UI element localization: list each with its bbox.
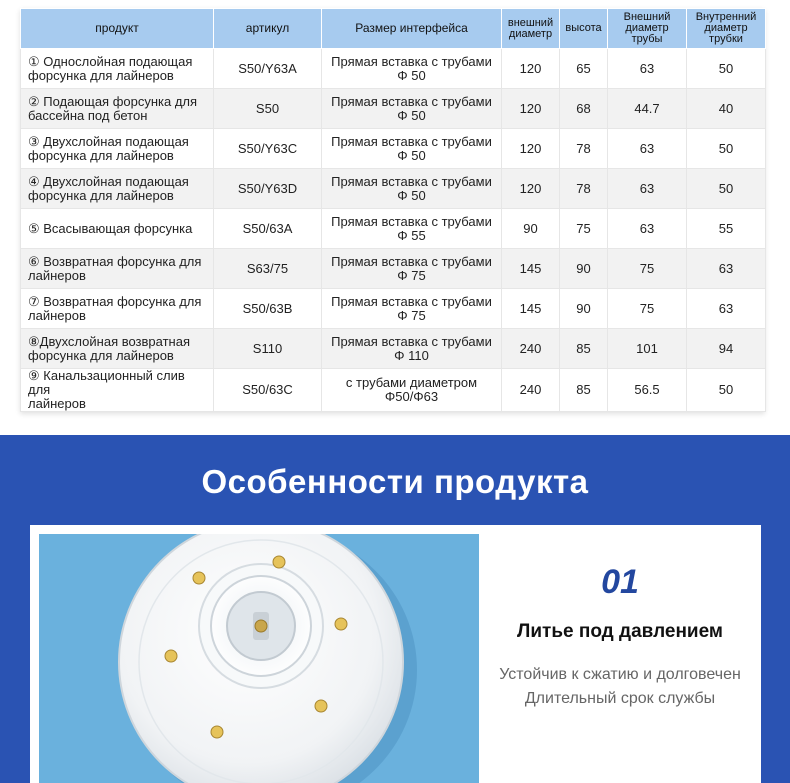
- feature-number: 01: [601, 563, 639, 601]
- interface-line: Прямая вставка с трубами: [331, 93, 492, 109]
- table-row: [21, 49, 766, 89]
- header-line: Внешний: [623, 11, 671, 23]
- header-pipe-outer: [608, 9, 687, 49]
- header-outer-diameter: [502, 9, 560, 49]
- pipe-inner-cell: 40: [687, 89, 766, 129]
- height-cell: 68: [560, 89, 608, 129]
- outer-diameter-cell: 240: [502, 329, 560, 369]
- outer-diameter-cell: 145: [502, 289, 560, 329]
- header-pipe-inner: [687, 9, 766, 49]
- product-name-cell: [21, 289, 214, 329]
- sku-cell: S110: [214, 329, 322, 369]
- pipe-inner-cell: 50: [687, 49, 766, 89]
- sku-cell: S50: [214, 89, 322, 129]
- product-name-line: лайнеров: [28, 267, 86, 283]
- product-name-cell: [21, 249, 214, 289]
- pipe-outer-cell: 56.5: [608, 369, 687, 412]
- product-name-line: ⑨ Канальзационный слив для: [28, 368, 185, 397]
- interface-line: Прямая вставка с трубами: [331, 293, 492, 309]
- table-row: [21, 129, 766, 169]
- interface-line: Прямая вставка с трубами: [331, 173, 492, 189]
- interface-line: Φ 50: [397, 147, 426, 163]
- header-line: диаметр: [704, 22, 748, 34]
- product-name-cell: [21, 129, 214, 169]
- product-name-line: форсунка для лайнеров: [28, 147, 174, 163]
- table-row: [21, 369, 766, 412]
- spec-table: [20, 8, 766, 412]
- header-line: трубки: [709, 33, 743, 45]
- pipe-outer-cell: 63: [608, 169, 687, 209]
- pipe-outer-cell: 75: [608, 249, 687, 289]
- table-row: [21, 209, 766, 249]
- interface-line: Прямая вставка с трубами: [331, 133, 492, 149]
- header-interface: Размер интерфейса: [322, 9, 502, 49]
- features-section: [0, 435, 790, 783]
- product-name-line: ② Подающая форсунка для: [28, 93, 198, 109]
- sku-cell: S50/Y63A: [214, 49, 322, 89]
- interface-line: Φ 50: [397, 187, 426, 203]
- outer-diameter-cell: 120: [502, 129, 560, 169]
- table-row: [21, 329, 766, 369]
- product-name-cell: [21, 169, 214, 209]
- sku-cell: S50/63A: [214, 209, 322, 249]
- interface-line: Φ 75: [397, 307, 426, 323]
- header-height: высота: [560, 9, 608, 49]
- interface-line: Φ 75: [397, 267, 426, 283]
- sku-cell: S50/63C: [214, 369, 322, 412]
- nozzle-image: [39, 534, 479, 783]
- header-line: Внутренний: [695, 11, 757, 23]
- interface-line: Φ50/Φ63: [384, 389, 439, 404]
- header-line: диаметр: [625, 22, 669, 34]
- pipe-inner-cell: 94: [687, 329, 766, 369]
- outer-diameter-cell: 120: [502, 89, 560, 129]
- interface-line: Φ 50: [397, 67, 426, 83]
- outer-diameter-cell: 145: [502, 249, 560, 289]
- product-name-cell: [21, 89, 214, 129]
- product-name-line: ④ Двухслойная подающая: [28, 173, 189, 189]
- pipe-outer-cell: 101: [608, 329, 687, 369]
- height-cell: 78: [560, 169, 608, 209]
- product-name-line: лайнеров: [28, 396, 86, 411]
- pipe-inner-cell: 63: [687, 249, 766, 289]
- interface-line: Прямая вставка с трубами: [331, 253, 492, 269]
- product-name-cell: [21, 209, 214, 249]
- interface-cell: [322, 49, 502, 89]
- product-name-line: ⑦ Возвратная форсунка для: [28, 293, 202, 309]
- product-name-line: форсунка для лайнеров: [28, 187, 174, 203]
- feature-description-line: Длительный срок службы: [524, 690, 716, 707]
- height-cell: 85: [560, 369, 608, 412]
- height-cell: 90: [560, 289, 608, 329]
- header-line: внешний: [507, 16, 554, 29]
- outer-diameter-cell: 90: [502, 209, 560, 249]
- interface-line: Φ 50: [397, 107, 426, 123]
- table-header-row: [21, 9, 766, 49]
- product-name-line: лайнеров: [28, 307, 86, 323]
- header-line: трубы: [631, 33, 663, 45]
- feature-heading: Литье под давлением: [517, 621, 723, 642]
- interface-cell: [322, 209, 502, 249]
- product-name-line: форсунка для лайнеров: [28, 347, 174, 363]
- table-row: [21, 289, 766, 329]
- product-name-line: ⑥ Возвратная форсунка для: [28, 253, 202, 269]
- pipe-inner-cell: 55: [687, 209, 766, 249]
- pipe-outer-cell: 75: [608, 289, 687, 329]
- features-title: Особенности продукта: [201, 463, 589, 500]
- outer-diameter-cell: 120: [502, 169, 560, 209]
- interface-line: Φ 55: [397, 227, 426, 243]
- pipe-outer-cell: 63: [608, 129, 687, 169]
- interface-cell: [322, 329, 502, 369]
- pipe-inner-cell: 50: [687, 369, 766, 412]
- table-row: [21, 169, 766, 209]
- product-name-line: ⑤ Всасывающая форсунка: [28, 220, 193, 236]
- height-cell: 78: [560, 129, 608, 169]
- interface-cell: [322, 129, 502, 169]
- product-name-line: ① Однослойная подающая: [28, 53, 193, 69]
- height-cell: 90: [560, 249, 608, 289]
- spec-table-container: [20, 8, 765, 412]
- interface-line: с трубами диаметром: [345, 375, 478, 390]
- sku-cell: S50/63B: [214, 289, 322, 329]
- product-name-line: бассейна под бетон: [28, 107, 148, 123]
- interface-cell: [322, 289, 502, 329]
- product-name-cell: [21, 369, 214, 412]
- product-name-cell: [21, 49, 214, 89]
- interface-line: Φ 110: [394, 347, 429, 363]
- height-cell: 85: [560, 329, 608, 369]
- product-name-cell: [21, 329, 214, 369]
- outer-diameter-cell: 120: [502, 49, 560, 89]
- product-photo: [39, 534, 479, 783]
- feature-description-line: Устойчив к сжатию и долговечен: [499, 666, 741, 683]
- pipe-inner-cell: 50: [687, 129, 766, 169]
- sku-cell: S50/Y63C: [214, 129, 322, 169]
- header-product: продукт: [21, 9, 214, 49]
- product-name-line: форсунка для лайнеров: [28, 67, 174, 83]
- header-sku: артикул: [214, 9, 322, 49]
- interface-cell: [322, 169, 502, 209]
- height-cell: 65: [560, 49, 608, 89]
- pipe-outer-cell: 63: [608, 49, 687, 89]
- pipe-outer-cell: 63: [608, 209, 687, 249]
- interface-cell: [322, 369, 502, 412]
- interface-cell: [322, 89, 502, 129]
- product-name-line: ③ Двухслойная подающая: [28, 133, 189, 149]
- interface-cell: [322, 249, 502, 289]
- pipe-inner-cell: 63: [687, 289, 766, 329]
- product-name-line: ⑧Двухслойная возвратная: [28, 333, 191, 349]
- header-line: диаметр: [508, 27, 553, 40]
- interface-line: Прямая вставка с трубами: [331, 213, 492, 229]
- table-row: [21, 249, 766, 289]
- pipe-inner-cell: 50: [687, 169, 766, 209]
- outer-diameter-cell: 240: [502, 369, 560, 412]
- sku-cell: S50/Y63D: [214, 169, 322, 209]
- interface-line: Прямая вставка с трубами: [331, 53, 492, 69]
- interface-line: Прямая вставка с трубами: [331, 333, 492, 349]
- feature-card: [30, 525, 761, 783]
- height-cell: 75: [560, 209, 608, 249]
- pipe-outer-cell: 44.7: [608, 89, 687, 129]
- sku-cell: S63/75: [214, 249, 322, 289]
- table-row: [21, 89, 766, 129]
